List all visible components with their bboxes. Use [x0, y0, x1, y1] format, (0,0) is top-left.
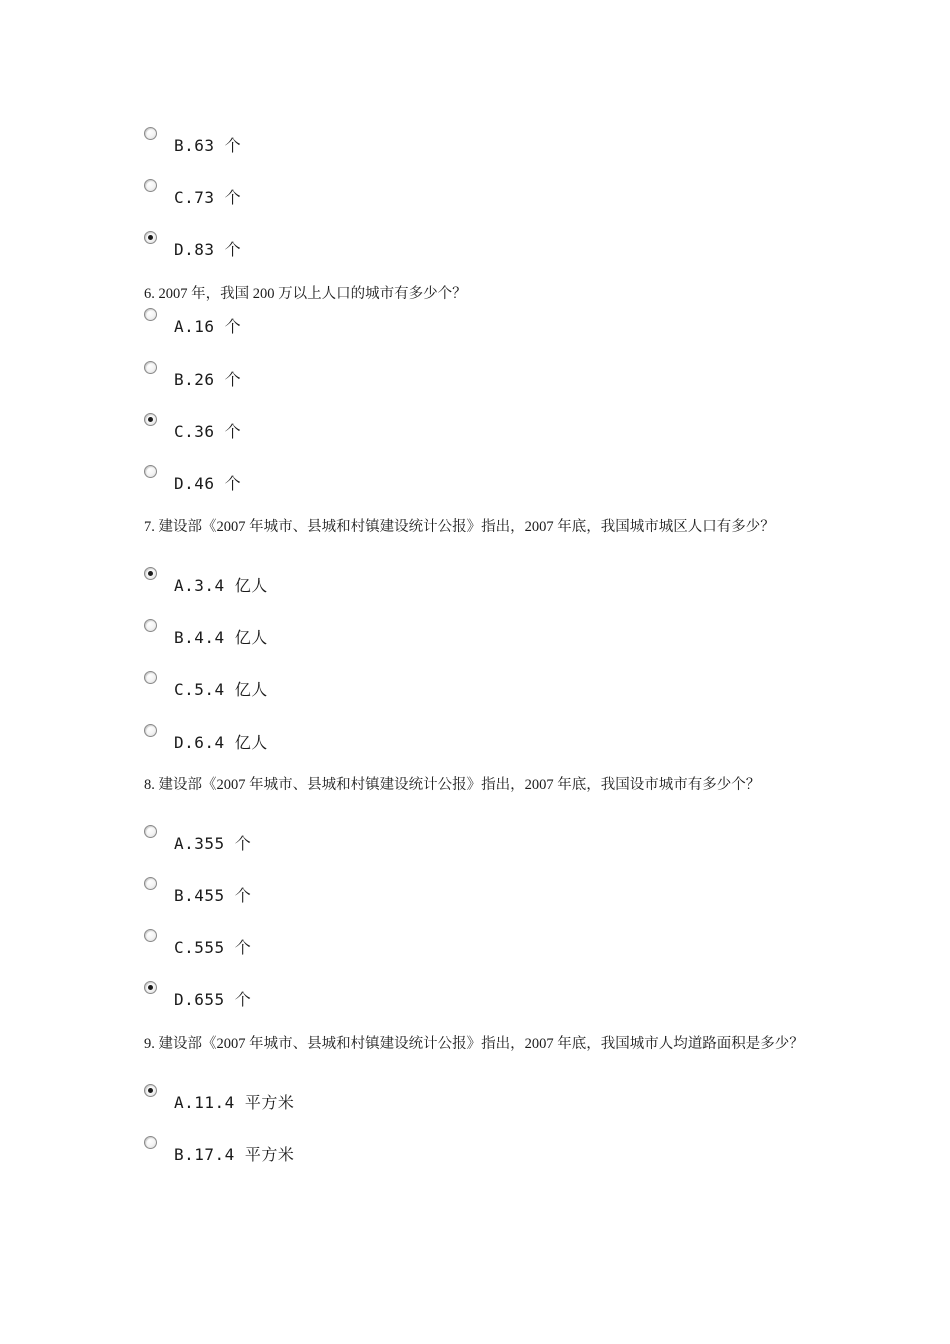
- q8-option-d[interactable]: [144, 986, 251, 1010]
- option-label: B.4.4 亿人: [174, 627, 268, 647]
- radio-button-checked[interactable]: [144, 981, 157, 994]
- q8-option-a[interactable]: [144, 830, 251, 854]
- option-label: A.3.4 亿人: [174, 575, 268, 595]
- q7-option-a[interactable]: [144, 572, 268, 596]
- option-label: C.555 个: [174, 937, 252, 957]
- option-label: D.6.4 亿人: [174, 732, 268, 752]
- radio-button-unchecked[interactable]: [144, 671, 157, 684]
- radio-button-unchecked[interactable]: [144, 179, 157, 192]
- q5-option-d[interactable]: [144, 236, 241, 260]
- option-label: C.73 个: [174, 187, 242, 207]
- q8-option-b[interactable]: [144, 882, 251, 906]
- q6-option-b[interactable]: [144, 366, 241, 390]
- option-label: A.11.4 平方米: [174, 1092, 295, 1112]
- q6-option-d[interactable]: [144, 470, 241, 494]
- option-label: B.17.4 平方米: [174, 1144, 295, 1164]
- q7-option-c[interactable]: [144, 676, 268, 700]
- q6-option-c[interactable]: [144, 418, 241, 442]
- radio-button-unchecked[interactable]: [144, 877, 157, 890]
- option-label: C.5.4 亿人: [174, 679, 268, 699]
- radio-button-unchecked[interactable]: [144, 929, 157, 942]
- radio-button-checked[interactable]: [144, 1084, 157, 1097]
- option-label: A.355 个: [174, 833, 252, 853]
- radio-button-unchecked[interactable]: [144, 308, 157, 321]
- radio-button-unchecked[interactable]: [144, 724, 157, 737]
- option-label: B.455 个: [174, 885, 252, 905]
- option-label: B.26 个: [174, 369, 242, 389]
- option-label: C.36 个: [174, 421, 242, 441]
- radio-button-unchecked[interactable]: [144, 465, 157, 478]
- option-label: D.655 个: [174, 989, 252, 1009]
- option-label: D.83 个: [174, 239, 242, 259]
- question-8-text: 8. 建设部《2007 年城市、县城和村镇建设统计公报》指出，2007 年底，我国设市城市有多少个？: [144, 777, 761, 793]
- q9-option-a[interactable]: [144, 1089, 294, 1113]
- radio-button-unchecked[interactable]: [144, 1136, 157, 1149]
- radio-button-checked[interactable]: [144, 231, 157, 244]
- question-9-text: 9. 建设部《2007 年城市、县城和村镇建设统计公报》指出，2007 年底，我国城市人均道路面积是多少？: [144, 1036, 804, 1052]
- q6-option-a[interactable]: [144, 313, 241, 337]
- q7-option-d[interactable]: [144, 729, 268, 753]
- radio-button-checked[interactable]: [144, 413, 157, 426]
- radio-button-unchecked[interactable]: [144, 619, 157, 632]
- option-label: B.63 个: [174, 135, 242, 155]
- radio-button-unchecked[interactable]: [144, 361, 157, 374]
- question-6-text: 6. 2007 年，我国 200 万以上人口的城市有多少个？: [144, 286, 467, 302]
- q7-option-b[interactable]: [144, 624, 268, 648]
- option-label: D.46 个: [174, 473, 242, 493]
- q9-option-b[interactable]: [144, 1141, 294, 1165]
- q8-option-c[interactable]: [144, 934, 251, 958]
- question-7-text: 7. 建设部《2007 年城市、县城和村镇建设统计公报》指出，2007 年底，我国城市城区人口有多少？: [144, 519, 775, 535]
- q5-option-b[interactable]: [144, 132, 241, 156]
- radio-button-unchecked[interactable]: [144, 127, 157, 140]
- q5-option-c[interactable]: [144, 184, 241, 208]
- radio-button-unchecked[interactable]: [144, 825, 157, 838]
- radio-button-checked[interactable]: [144, 567, 157, 580]
- option-label: A.16 个: [174, 316, 242, 336]
